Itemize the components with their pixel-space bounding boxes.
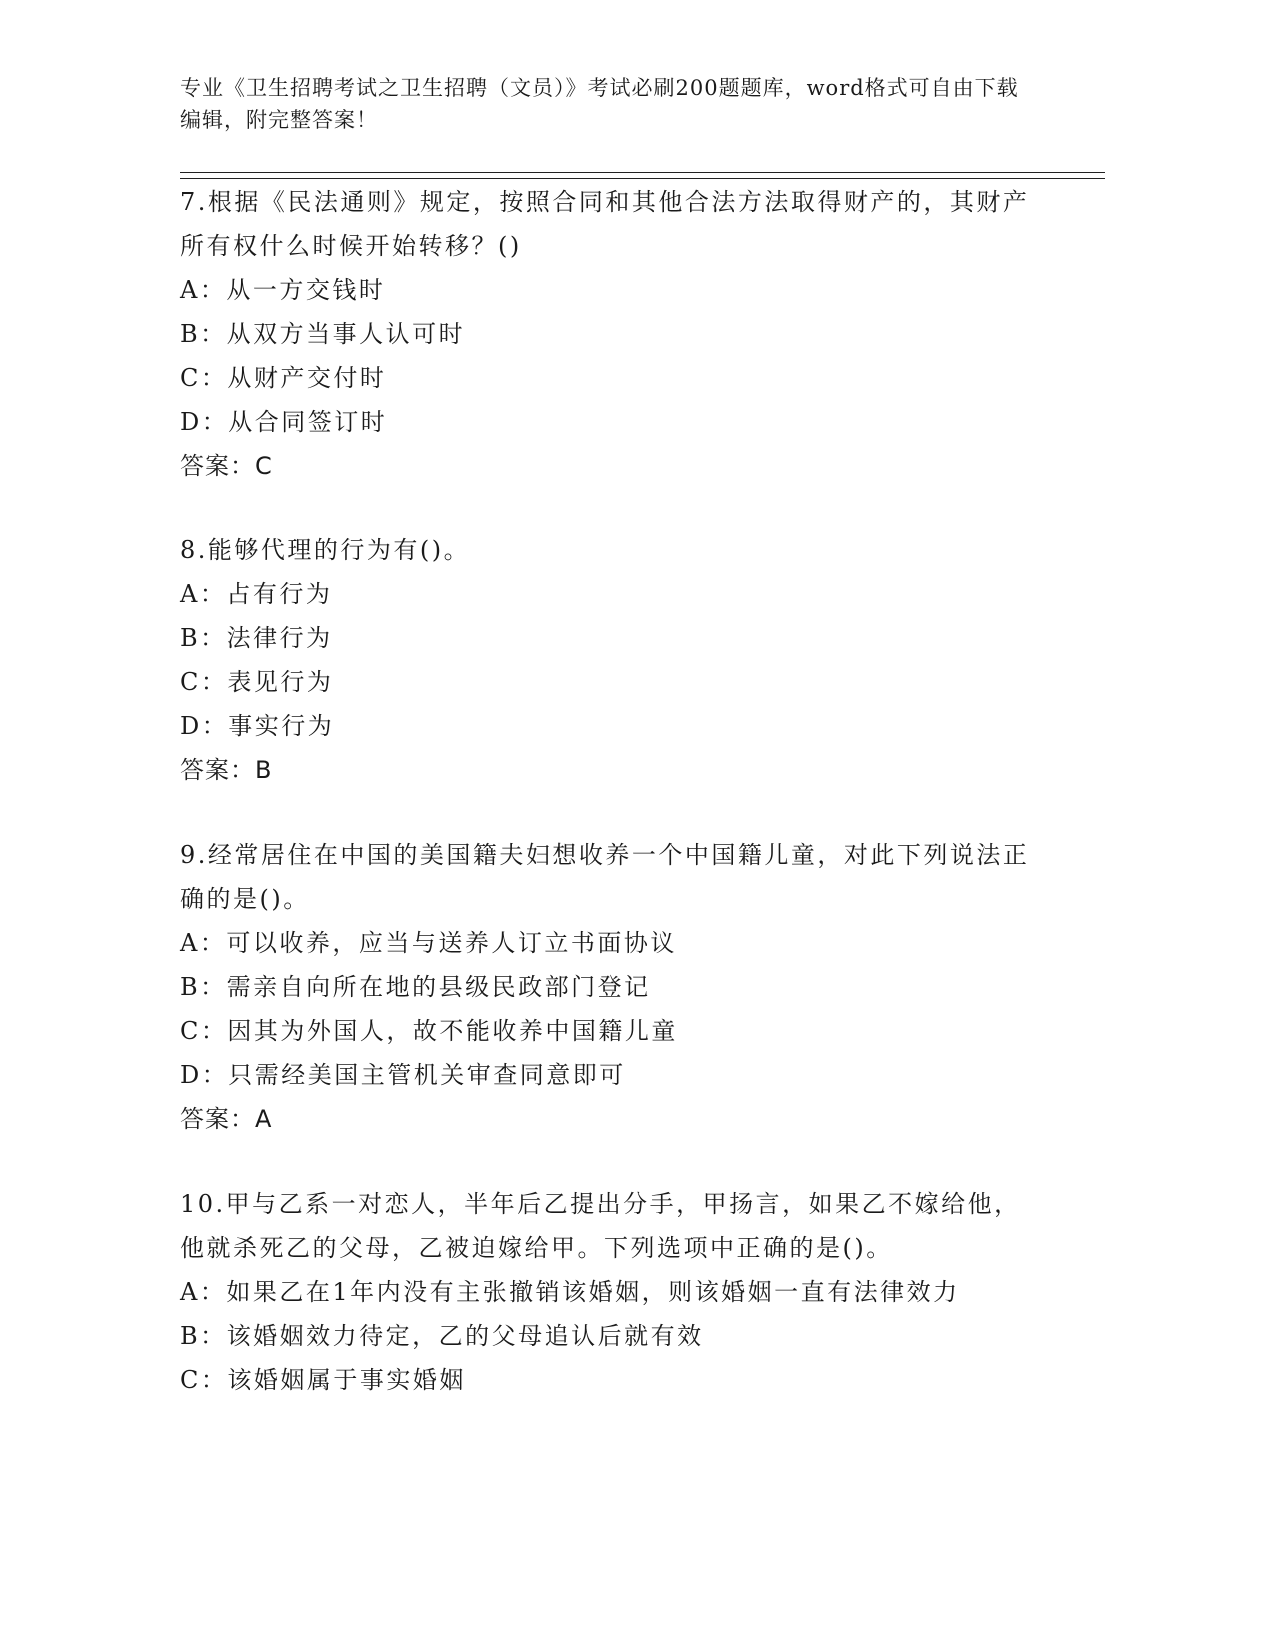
option-a: A：从一方交钱时: [180, 276, 386, 304]
question-9: [180, 833, 1040, 1141]
header-divider-bottom: [180, 178, 1105, 179]
option-d: D：事实行为: [180, 712, 335, 740]
question-10: [180, 1182, 1040, 1402]
option-a: A：如果乙在1年内没有主张撤销该婚姻，则该婚姻一直有法律效力: [180, 1278, 960, 1306]
answer-line: 答案：B: [180, 756, 273, 784]
option-a: A：可以收养，应当与送养人订立书面协议: [180, 929, 677, 957]
question-8: [180, 528, 1040, 792]
option-c: C：表见行为: [180, 668, 334, 696]
option-d: D：只需经美国主管机关审查同意即可: [180, 1061, 626, 1089]
document-header: 专业《卫生招聘考试之卫生招聘（文员）》考试必刷200题题库，word格式可自由下载编辑，附完整答案！: [180, 76, 1019, 132]
option-a: A：占有行为: [180, 580, 333, 608]
option-b: B：需亲自向所在地的县级民政部门登记: [180, 973, 651, 1001]
question-stem: 9.经常居住在中国的美国籍夫妇想收养一个中国籍儿童，对此下列说法正确的是()。: [180, 841, 1030, 913]
question-stem: 8.能够代理的行为有()。: [180, 536, 471, 564]
answer-line: 答案：C: [180, 452, 273, 480]
answer-line: 答案：A: [180, 1105, 273, 1133]
option-c: C：该婚姻属于事实婚姻: [180, 1366, 466, 1394]
option-d: D：从合同签订时: [180, 408, 388, 436]
option-b: B：法律行为: [180, 624, 333, 652]
option-b: B：该婚姻效力待定，乙的父母追认后就有效: [180, 1322, 704, 1350]
question-7: [180, 180, 1040, 488]
option-c: C：从财产交付时: [180, 364, 387, 392]
question-stem: 7.根据《民法通则》规定，按照合同和其他合法方法取得财产的，其财产所有权什么时候开始转移？(): [180, 188, 1030, 260]
question-stem: 10.甲与乙系一对恋人，半年后乙提出分手，甲扬言，如果乙不嫁给他，他就杀死乙的父母，乙被迫嫁给甲。下列选项中正确的是()。: [180, 1190, 1021, 1262]
option-b: B：从双方当事人认可时: [180, 320, 466, 348]
header-divider-top: [180, 172, 1105, 173]
option-c: C：因其为外国人，故不能收养中国籍儿童: [180, 1017, 678, 1045]
